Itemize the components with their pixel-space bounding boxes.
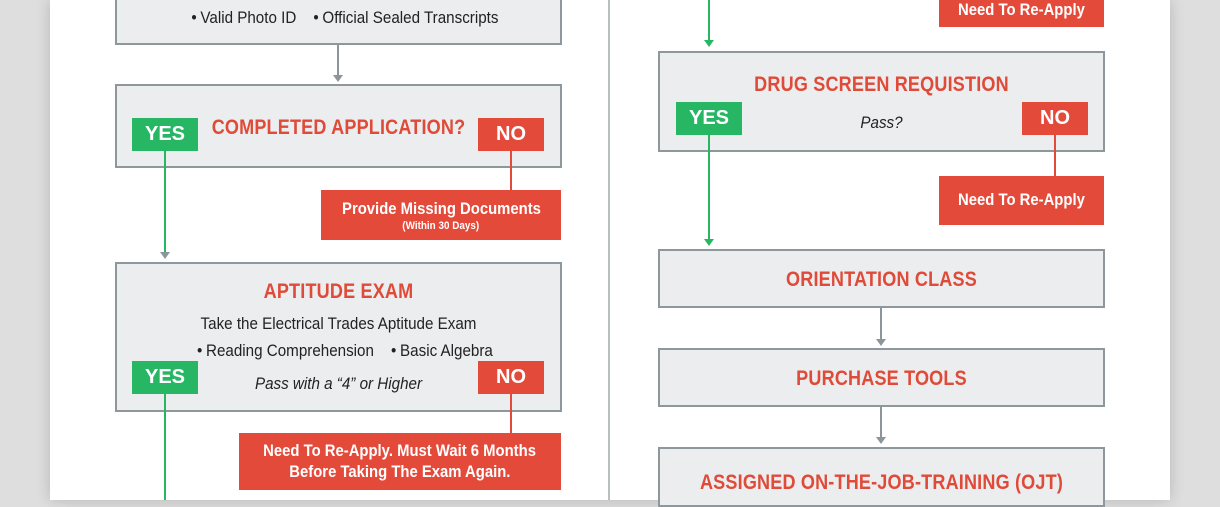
drug-title: DRUG SCREEN REQUISTION (754, 73, 1009, 96)
connector-yes (164, 394, 166, 500)
arrow-down-icon (876, 437, 886, 444)
doc-photo-id: Valid Photo ID (200, 9, 297, 27)
reapply-wait-line1: Need To Re-Apply. Must Wait 6 Months (263, 441, 537, 460)
connector (337, 45, 339, 75)
exam-pass-criteria: Pass with a “4” or Higher (254, 375, 423, 393)
connector-yes (164, 151, 166, 252)
connector (880, 407, 882, 437)
arrow-down-icon (160, 252, 170, 259)
missing-documents-label: Provide Missing Documents (341, 199, 541, 218)
column-divider (608, 0, 610, 500)
application-title: COMPLETED APPLICATION? (211, 116, 466, 139)
connector-yes (708, 0, 710, 40)
arrow-down-icon (333, 75, 343, 82)
orientation-box (658, 249, 1105, 308)
doc-transcripts: Official Sealed Transcripts (322, 9, 499, 27)
exam-description: Take the Electrical Trades Aptitude Exam (200, 315, 477, 333)
application-yes-badge: YES (132, 118, 198, 151)
orientation-title: ORIENTATION CLASS (786, 268, 977, 291)
exam-no-badge: NO (478, 361, 544, 394)
exam-reading: Reading Comprehension (206, 342, 374, 360)
exam-algebra: Basic Algebra (400, 342, 493, 360)
exam-title: APTITUDE EXAM (263, 280, 414, 303)
connector-no (510, 151, 512, 190)
aptitude-exam-box: APTITUDE EXAM Take the Electrical Trades Aptitude Exam • Reading Comprehension • Basic Algebra Pass with a “4” or Higher (115, 262, 562, 412)
drug-pass-question: Pass? (860, 114, 903, 132)
connector-no (1054, 135, 1056, 176)
missing-documents-box (321, 190, 561, 240)
connector (880, 308, 882, 339)
arrow-down-icon (704, 239, 714, 246)
missing-documents-sub: (Within 30 Days) (402, 219, 480, 232)
ojt-box (658, 447, 1105, 507)
drug-no-badge: NO (1022, 102, 1088, 135)
arrow-down-icon (876, 339, 886, 346)
reapply-wait-line2: Before Taking The Exam Again. (289, 462, 511, 481)
reapply-drug-label: Need To Re-Apply (958, 191, 1085, 209)
application-no-badge: NO (478, 118, 544, 151)
reapply-wait-box (239, 433, 561, 490)
reapply-drug-box (939, 176, 1104, 225)
connector-no (510, 394, 512, 433)
connector-yes (708, 135, 710, 239)
ojt-title: ASSIGNED ON-THE-JOB-TRAINING (OJT) (699, 471, 1064, 494)
arrow-down-icon (704, 40, 714, 47)
tools-title: PURCHASE TOOLS (796, 367, 967, 390)
reapply-top-label: Need To Re-Apply (958, 1, 1085, 19)
drug-yes-badge: YES (676, 102, 742, 135)
reapply-top-box (939, 0, 1104, 27)
documents-box: • Valid Photo ID • Official Sealed Transcripts (115, 0, 562, 45)
exam-yes-badge: YES (132, 361, 198, 394)
purchase-tools-box (658, 348, 1105, 407)
